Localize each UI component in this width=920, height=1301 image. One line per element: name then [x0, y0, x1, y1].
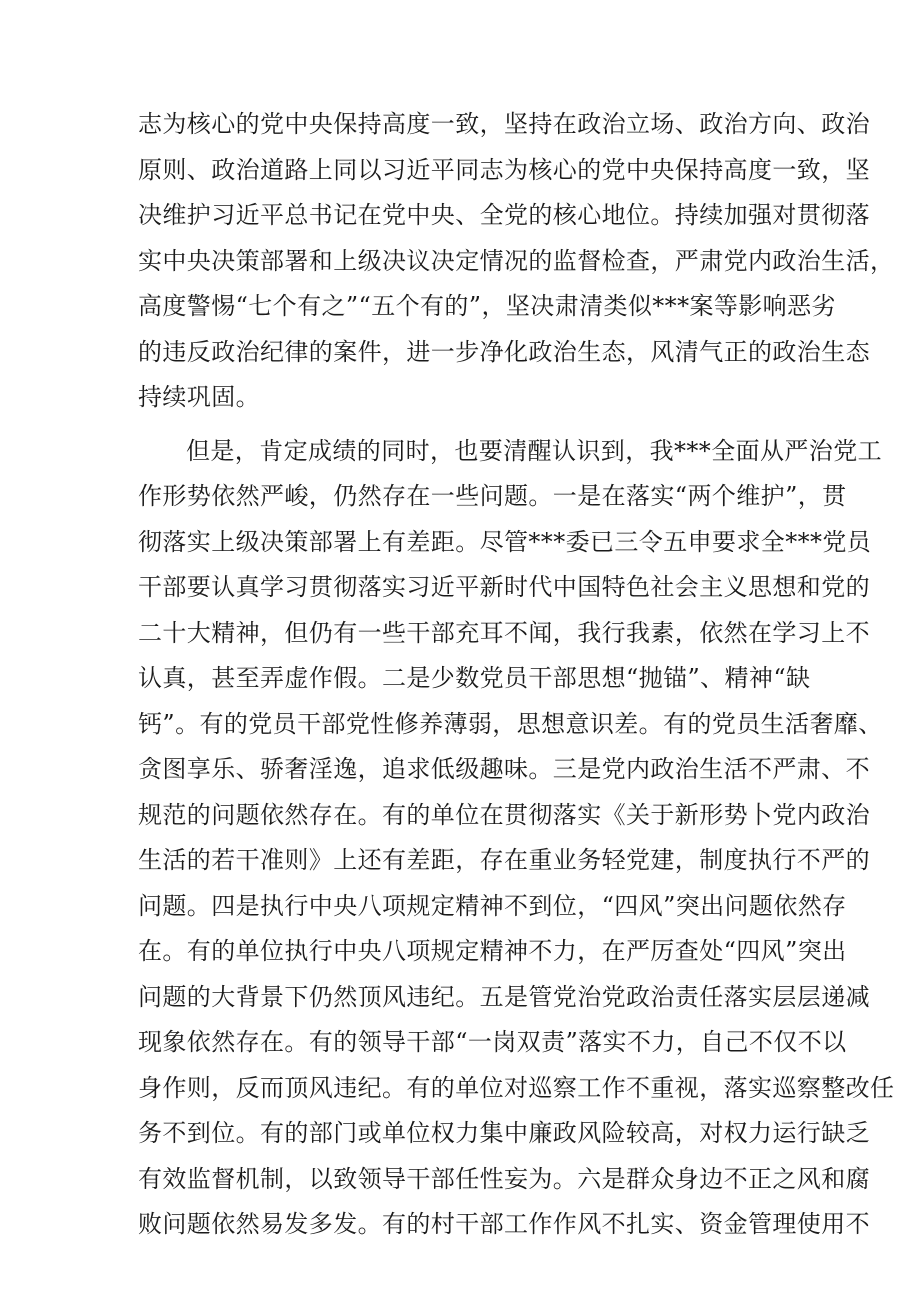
- document-page: [138, 102, 895, 1248]
- text-line: 但是，肯定成绩的同时，也要清醒认识到，我***全面从严治党工: [186, 436, 882, 465]
- paragraph-2: [138, 429, 895, 1248]
- text-line: 有效监督机制，以致领导干部任性妄为。六是群众身边不正之风和腐: [138, 1164, 870, 1193]
- text-line: 志为核心的党中央保持高度一致，坚持在政治立场、政治方向、政治: [138, 110, 870, 138]
- text-line: 原则、政治道路上同以习近平同志为核心的党中央保持高度一致，坚: [138, 155, 870, 184]
- text-line: 作形势依然严峻，仍然存在一些问题。一是在落实“两个维护”，贯: [138, 482, 847, 510]
- text-line: 生活的若干准则》上还有差距，存在重业务轻党建，制度执行不严的: [138, 846, 870, 874]
- text-line: 规范的问题依然存在。有的单位在贯彻落实《关于新形势卜党内政治: [138, 800, 870, 829]
- text-line: 实中央决策部署和上级决议决定情况的监督检查，严肃党内政治生活，: [138, 246, 895, 275]
- paragraph-1: [138, 102, 895, 421]
- text-line: 贪图享乐、骄奢淫逸，追求低级趣味。三是党内政治生活不严肃、不: [138, 755, 870, 783]
- text-line: 败问题依然易发多发。有的村干部工作作风不扎实、资金管理使用不: [138, 1210, 870, 1238]
- text-line: 的违反政治纪律的案件，进一步净化政治生态，风清气正的政治生态: [138, 337, 870, 366]
- text-line: 现象依然存在。有的领导干部“一岗双责”落实不力，自己不仅不以: [138, 1028, 847, 1056]
- text-line: 身作则，反而顶风违纪。有的单位对巡察工作不重视，落实巡察整改任: [138, 1073, 895, 1102]
- text-line: 钙”。有的党员干部党性修养薄弱，思想意识差。有的党员生活奢靡、: [138, 709, 883, 738]
- text-line: 高度警惕“七个有之”“五个有的”，坚决肃清类似***案等影响恶劣: [138, 292, 836, 320]
- text-line: 彻落实上级决策部署上有差距。尽管***委已三令五申要求全***党员: [138, 527, 872, 556]
- text-line: 决维护习近平总书记在党中央、全党的核心地位。持续加强对贯彻落: [138, 201, 870, 229]
- text-line: 问题。四是执行中央八项规定精神不到位，“四风”突出问题依然存: [138, 891, 847, 920]
- text-line: 在。有的单位执行中央八项规定精神不力，在严厉查处“四风”突出: [138, 937, 847, 965]
- text-line: 认真，甚至弄虚作假。二是少数党员干部思想“抛锚”、精神“缺: [138, 664, 811, 692]
- text-line: 务不到位。有的部门或单位权力集中廉政风险较高，对权力运行缺乏: [138, 1119, 870, 1147]
- text-line: 问题的大背景下仍然顶风违纪。五是管党治党政治责任落实层层递减: [138, 982, 870, 1011]
- text-line: 二十大精神，但仍有一些干部充耳不闻，我行我素，依然在学习上不: [138, 618, 870, 647]
- text-line: 持续巩固。: [138, 383, 260, 411]
- text-line: 干部要认真学习贯彻落实习近平新时代中国特色社会主义思想和党的: [138, 573, 870, 601]
